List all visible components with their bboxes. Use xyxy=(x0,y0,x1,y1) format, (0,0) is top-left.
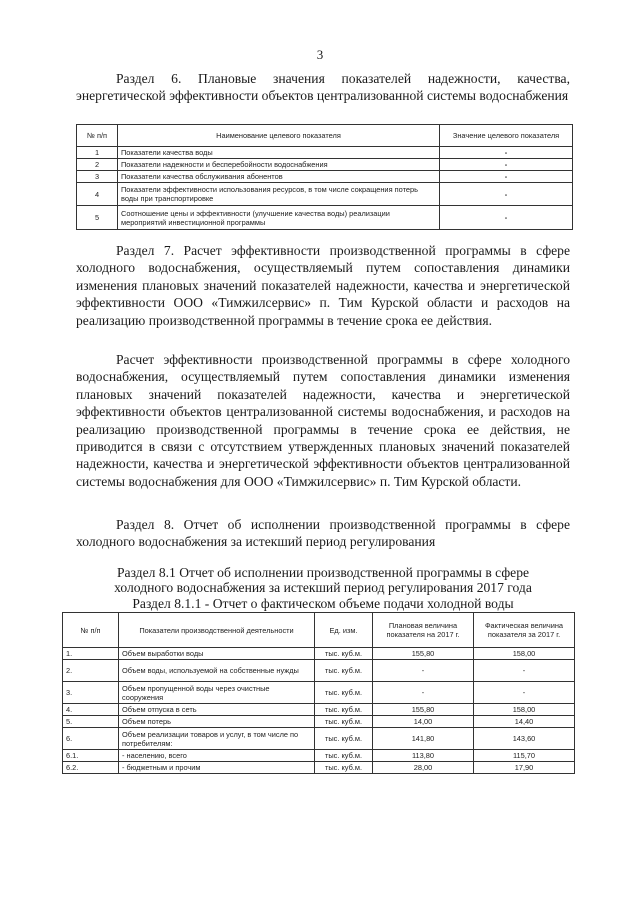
row-number: 6.2. xyxy=(63,762,119,774)
table-row xyxy=(63,682,575,704)
fact-value: 17,90 xyxy=(474,762,575,774)
section6-table xyxy=(76,124,573,230)
column-header: Показатели производственной деятельности xyxy=(119,613,315,648)
table-row xyxy=(77,183,573,206)
row-number: 6. xyxy=(63,728,119,750)
fact-value: 143,60 xyxy=(474,728,575,750)
indicator-value: - xyxy=(440,206,573,230)
section6-heading: Раздел 6. Плановые значения показателей надежности, качества, энергетической эффективности объектов централизованной системы водоснабжения xyxy=(76,71,570,104)
section7-body: Расчет эффективности производственной программы в сфере холодного водоснабжения, осуществляемый путем сопоставления динамики изменения плановых значений показателей надежности, качества и энергетической эффективности объектов централизованной системы водоснабжения, и расходов на реализацию производственной программы в течение срока ее действия, не приводится в связи с отсутствием утвержденных плановых значений показателей надежности, качества и энергетической эффективности объектов централизованной системы водоснабжения для ООО «Тимжилсервис» п. Тим Курской области. xyxy=(76,352,570,489)
column-header: Плановая величина показателя на 2017 г. xyxy=(373,613,474,648)
row-number: 5. xyxy=(63,716,119,728)
indicator-value: - xyxy=(440,183,573,206)
unit: тыс. куб.м. xyxy=(315,648,373,660)
table-row xyxy=(63,648,575,660)
unit: тыс. куб.м. xyxy=(315,660,373,682)
table-row xyxy=(63,660,575,682)
row-number: 3. xyxy=(63,682,119,704)
page-number: 3 xyxy=(316,47,324,62)
plan-value: 155,80 xyxy=(373,704,474,716)
plan-value: 113,80 xyxy=(373,750,474,762)
table-row xyxy=(63,704,575,716)
fact-value: 158,00 xyxy=(474,648,575,660)
unit: тыс. куб.м. xyxy=(315,704,373,716)
row-number: 2. xyxy=(63,660,119,682)
table-row xyxy=(77,159,573,171)
table-header-row xyxy=(77,125,573,147)
section8-1-title-line1: Раздел 8.1 Отчет об исполнении производственной программы в сфере xyxy=(116,565,530,580)
table-header-row xyxy=(63,613,575,648)
indicator-name: Объем потерь xyxy=(119,716,315,728)
plan-value: - xyxy=(373,660,474,682)
section8-heading: Раздел 8. Отчет об исполнении производственной программы в сфере холодного водоснабжения за истекший период регулирования xyxy=(76,517,570,550)
plan-value: 14,00 xyxy=(373,716,474,728)
row-number: 2 xyxy=(77,159,118,171)
section8-1-title-line2: холодного водоснабжения за истекший период регулирования 2017 года xyxy=(114,580,532,595)
column-header: № п/п xyxy=(63,613,119,648)
fact-value: - xyxy=(474,660,575,682)
column-header: Фактическая величина показателя за 2017 г. xyxy=(474,613,575,648)
row-number: 6.1. xyxy=(63,750,119,762)
table-row xyxy=(63,750,575,762)
indicator-name: - населению, всего xyxy=(119,750,315,762)
section8-1-1-subtitle: Раздел 8.1.1 - Отчет о фактическом объеме подачи холодной воды xyxy=(132,596,514,611)
fact-value: 158,00 xyxy=(474,704,575,716)
indicator-name: Объем воды, используемой на собственные нужды xyxy=(119,660,315,682)
row-number: 1. xyxy=(63,648,119,660)
unit: тыс. куб.м. xyxy=(315,750,373,762)
indicator-name: Показатели надежности и бесперебойности водоснабжения xyxy=(118,159,440,171)
section8-1-1-table xyxy=(62,612,575,774)
indicator-name: Объем выработки воды xyxy=(119,648,315,660)
indicator-value: - xyxy=(440,171,573,183)
fact-value: 14,40 xyxy=(474,716,575,728)
column-header: № п/п xyxy=(77,125,118,147)
indicator-name: Показатели качества воды xyxy=(118,147,440,159)
column-header: Наименование целевого показателя xyxy=(118,125,440,147)
row-number: 3 xyxy=(77,171,118,183)
fact-value: 115,70 xyxy=(474,750,575,762)
table-row xyxy=(77,206,573,230)
row-number: 5 xyxy=(77,206,118,230)
plan-value: - xyxy=(373,682,474,704)
plan-value: 28,00 xyxy=(373,762,474,774)
unit: тыс. куб.м. xyxy=(315,728,373,750)
table-row xyxy=(63,762,575,774)
table-row xyxy=(77,171,573,183)
indicator-value: - xyxy=(440,159,573,171)
plan-value: 155,80 xyxy=(373,648,474,660)
indicator-value: - xyxy=(440,147,573,159)
indicator-name: Объем отпуска в сеть xyxy=(119,704,315,716)
row-number: 4 xyxy=(77,183,118,206)
table-row xyxy=(77,147,573,159)
fact-value: - xyxy=(474,682,575,704)
plan-value: 141,80 xyxy=(373,728,474,750)
section7-heading: Раздел 7. Расчет эффективности производственной программы в сфере холодного водоснабжения, осуществляемый путем сопоставления динамики изменения плановых значений показателей надежности, качества и энергетической эффективности ООО «Тимжилсервис» п. Тим Курской области и расходов на реализацию производственной программы в течение срока ее действия. xyxy=(76,243,570,328)
column-header: Ед. изм. xyxy=(315,613,373,648)
unit: тыс. куб.м. xyxy=(315,682,373,704)
row-number: 4. xyxy=(63,704,119,716)
table-row xyxy=(63,728,575,750)
row-number: 1 xyxy=(77,147,118,159)
indicator-name: Показатели эффективности использования ресурсов, в том числе сокращения потерь воды при транспортировке xyxy=(118,183,440,206)
indicator-name: - бюджетным и прочим xyxy=(119,762,315,774)
indicator-name: Показатели качества обслуживания абонентов xyxy=(118,171,440,183)
column-header: Значение целевого показателя xyxy=(440,125,573,147)
indicator-name: Объем реализации товаров и услуг, в том числе по потребителям: xyxy=(119,728,315,750)
indicator-name: Соотношение цены и эффективности (улучшение качества воды) реализации мероприятий инвестиционной программы xyxy=(118,206,440,230)
indicator-name: Объем пропущенной воды через очистные сооружения xyxy=(119,682,315,704)
unit: тыс. куб.м. xyxy=(315,762,373,774)
table-row xyxy=(63,716,575,728)
unit: тыс. куб.м. xyxy=(315,716,373,728)
